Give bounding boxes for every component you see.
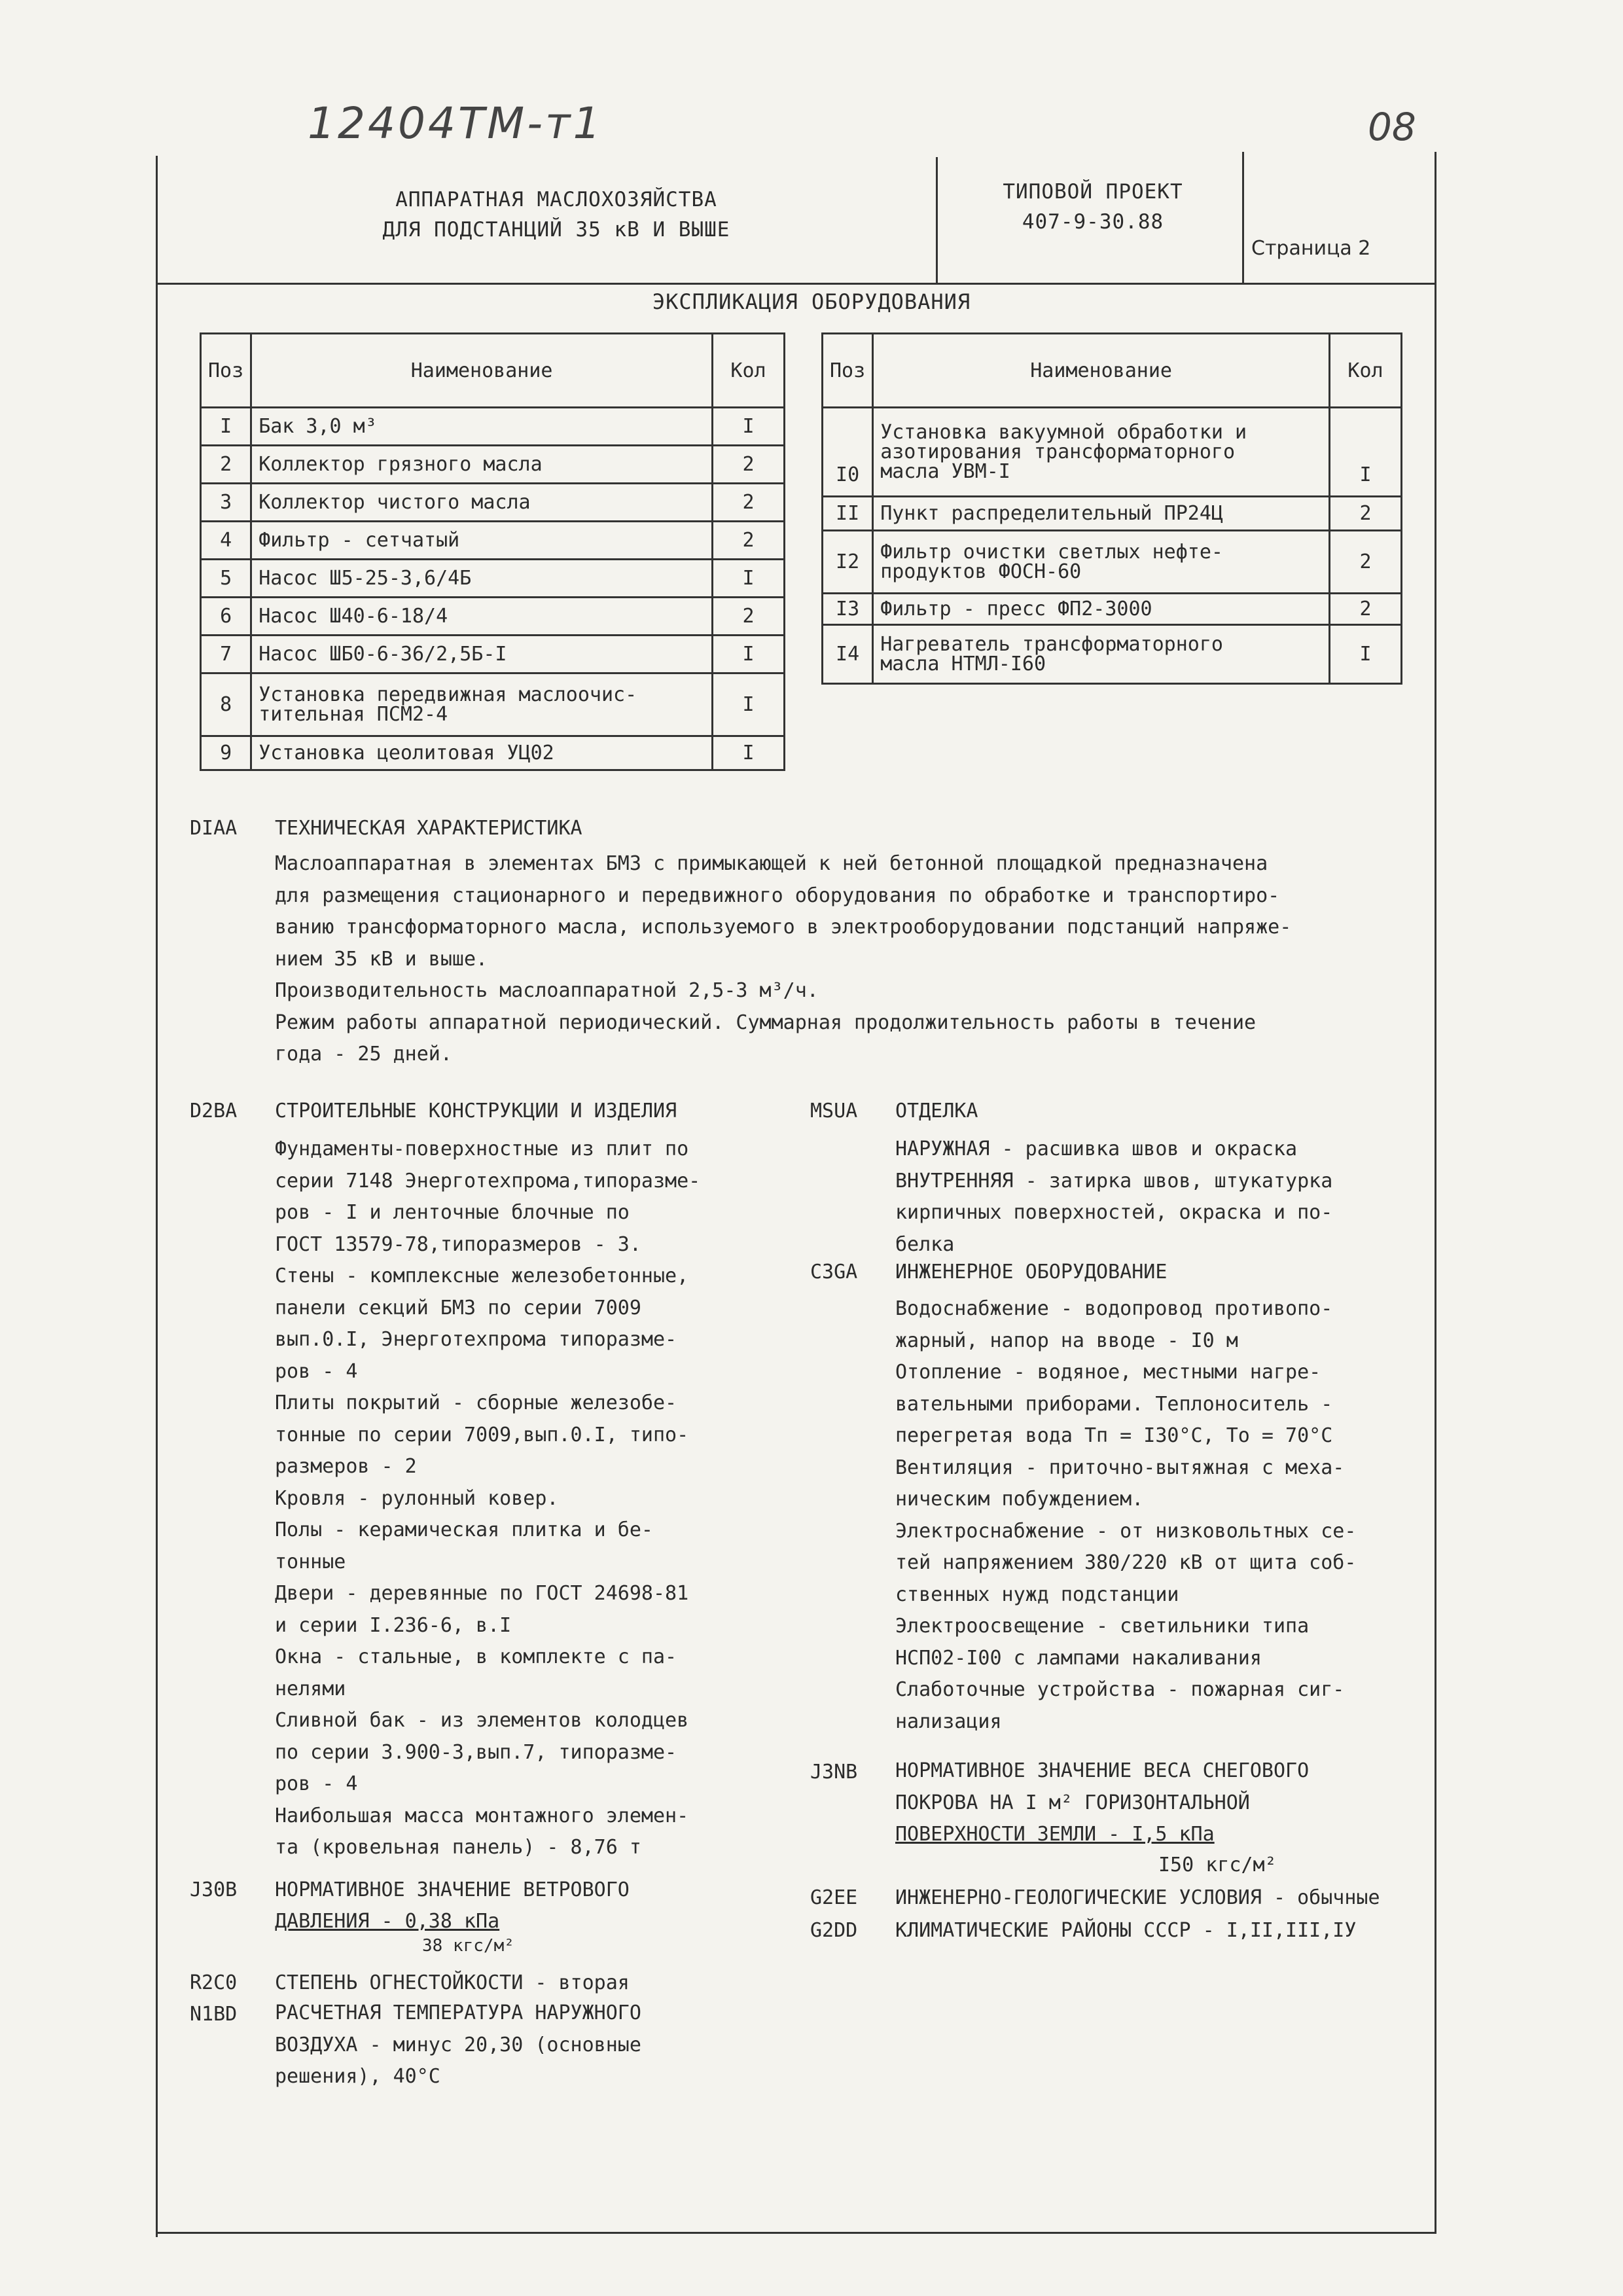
title-line-1: АППАРАТНАЯ МАСЛОХОЗЯЙСТВА [395,188,717,211]
table-row [201,560,785,598]
row-pos: I2 [823,531,873,594]
row-name [251,673,713,736]
structures-line: ров - 4 [275,1359,358,1383]
row-name: Коллектор грязного масла [251,446,713,484]
temp-text [275,1998,798,2093]
row-qty: I [713,408,785,446]
engineering-line: Слаботочные устройства - пожарная сиг- [895,1678,1345,1701]
structures-line: Фундаменты-поверхностные из плит по [275,1138,689,1160]
structures-line: Сливной бак - из элементов колодцев [275,1709,689,1732]
row-name [873,408,1330,497]
engineering-code: C3GA [810,1261,858,1283]
climate-code: G2DD [810,1919,858,1942]
table-row [201,408,785,446]
col-name-header: Наименование [251,334,713,408]
row-name: Пункт распределительный ПР24Ц [873,497,1330,531]
structures-text [275,1134,798,1864]
table-row [201,673,785,736]
climate-text: КЛИМАТИЧЕСКИЕ РАЙОНЫ СССР - I,II,III,IУ [895,1919,1357,1942]
row-name-line: Установка передвижная маслоочис- [259,683,637,706]
engineering-line: Отопление - водяное, местными нагре- [895,1361,1321,1384]
row-pos: II [823,497,873,531]
engineering-line: Вентиляция - приточно-вытяжная с меха- [895,1456,1345,1479]
structures-line: Плиты покрытий - сборные железобе- [275,1391,677,1414]
col-pos-header: Поз [201,334,251,408]
table-row [823,531,1402,594]
equipment-table-left [200,332,785,771]
row-qty: I [713,636,785,673]
structures-line: Полы - керамическая плитка и бе- [275,1518,653,1541]
engineering-line: Электроосвещение - светильники типа [895,1615,1310,1638]
row-qty: 2 [713,484,785,522]
structures-line: Стены - комплексные железобетонные, [275,1265,689,1287]
page-label: Страница 2 [1251,237,1371,260]
temp-line: ВОЗДУХА - минус 20,30 (основные [275,2033,641,2056]
structures-line: нелями [275,1677,346,1700]
row-pos: 9 [201,736,251,770]
engineering-line: Водоснабжение - водопровод противопо- [895,1297,1333,1320]
engineering-title: ИНЖЕНЕРНОЕ ОБОРУДОВАНИЕ [895,1261,1168,1283]
snow-value-kgs: I50 кгс/м² [1158,1854,1277,1876]
structures-line: размеров - 2 [275,1455,417,1478]
row-pos: 3 [201,484,251,522]
table-row [201,736,785,770]
structures-line: та (кровельная панель) - 8,76 т [275,1836,641,1859]
row-qty: I [713,560,785,598]
row-qty: I [1330,625,1402,684]
row-name-line: Фильтр очистки светлых нефте- [880,540,1223,564]
row-pos: I0 [823,408,873,497]
row-qty: I [1330,408,1402,497]
row-pos: 2 [201,446,251,484]
row-pos: I3 [823,594,873,625]
tech-code: DIAA [190,817,238,840]
table-row [201,522,785,560]
table-row [823,594,1402,625]
row-name: Фильтр - пресс ФП2-3000 [873,594,1330,625]
table-row [201,636,785,673]
geo-text: ИНЖЕНЕРНО-ГЕОЛОГИЧЕСКИЕ УСЛОВИЯ - обычные [895,1886,1380,1909]
snow-line: НОРМАТИВНОЕ ЗНАЧЕНИЕ ВЕСА СНЕГОВОГО [895,1759,1310,1782]
col-name-header: Наименование [873,334,1330,408]
row-name [873,531,1330,594]
row-name: Бак 3,0 м³ [251,408,713,446]
row-qty: 2 [1330,594,1402,625]
finishing-text [895,1134,1419,1261]
temp-line: РАСЧЕТНАЯ ТЕМПЕРАТУРА НАРУЖНОГО [275,2001,641,2024]
tech-line: года - 25 дней. [275,1043,452,1066]
row-qty: I [713,673,785,736]
engineering-line: жарный, напор на вводе - I0 м [895,1329,1238,1352]
engineering-line: ническим побуждением. [895,1488,1144,1511]
table-row [201,446,785,484]
finishing-line: кирпичных поверхностей, окраска и по- [895,1201,1333,1224]
col-qty-header: Кол [1330,334,1402,408]
structures-line: ГОСТ 13579-78,типоразмеров - 3. [275,1232,641,1256]
row-pos: 4 [201,522,251,560]
structures-line: ров - 4 [275,1772,358,1795]
table-row [201,598,785,636]
project-block [949,177,1237,237]
tech-line: Производительность маслоаппаратной 2,5-3 м³/ч. [275,979,819,1002]
engineering-line: нализация [895,1710,1002,1733]
engineering-line: перегретая вода Тп = I30°С, То = 70°С [895,1424,1333,1447]
tech-line: Режим работы аппаратной периодический. Суммарная продолжительность работы в течение [275,1011,1257,1034]
table-row [823,625,1402,684]
fire-text: СТЕПЕНЬ ОГНЕСТОЙКОСТИ - вторая [275,1971,630,1994]
engineering-line: НСП02-I00 с лампами накаливания [895,1646,1262,1670]
table-row [823,408,1402,497]
frame-right-border [1435,152,1436,2233]
tech-text [275,848,1414,1071]
row-name: Насос ШБ0-6-36/2,5Б-I [251,636,713,673]
col-qty-header: Кол [713,334,785,408]
snow-code: J3NB [810,1761,858,1784]
row-name: Насос Ш40-6-18/4 [251,598,713,636]
frame-bottom-line [157,2232,1436,2234]
col-pos-header: Поз [823,334,873,408]
wind-title: НОРМАТИВНОЕ ЗНАЧЕНИЕ ВЕТРОВОГО [275,1878,630,1901]
row-qty: 2 [1330,497,1402,531]
project-number: 407-9-30.88 [1022,210,1164,234]
table-row [201,484,785,522]
temp-line: решения), 40°С [275,2065,440,2088]
table-header-row [201,334,785,408]
row-qty: 2 [713,598,785,636]
row-name-line: масла НТМЛ-I60 [880,652,1046,675]
engineering-line: тей напряжением 380/220 кВ от щита соб- [895,1551,1357,1574]
row-pos: 7 [201,636,251,673]
fire-code: R2C0 [190,1971,238,1994]
finishing-line: белка [895,1232,955,1256]
snow-line: ПОКРОВА НА I м² ГОРИЗОНТАЛЬНОЙ [895,1791,1250,1814]
row-name: Коллектор чистого масла [251,484,713,522]
title-block-divider-2 [1242,152,1244,283]
snow-line: ПОВЕРХНОСТИ ЗЕМЛИ - I,5 кПа [895,1823,1215,1846]
row-qty: I [713,736,785,770]
structures-line: тонные по серии 7009,вып.0.I, типо- [275,1423,689,1446]
table-row [823,497,1402,531]
structures-line: панели секций БМЗ по серии 7009 [275,1296,641,1319]
row-name-line: продуктов ФОСН-60 [880,560,1082,583]
structures-code: D2BA [190,1100,238,1122]
structures-title: СТРОИТЕЛЬНЫЕ КОНСТРУКЦИИ И ИЗДЕЛИЯ [275,1100,677,1122]
row-name-line: масла УВМ-I [880,459,1010,483]
structures-line: Окна - стальные, в комплекте с па- [275,1645,677,1668]
equipment-table-right [821,332,1402,685]
title-line-2: ДЛЯ ПОДСТАНЦИЙ 35 кВ И ВЫШЕ [382,218,730,242]
row-name-line: тительная ПСМ2-4 [259,702,448,726]
finishing-title: ОТДЕЛКА [895,1100,978,1122]
structures-line: и серии I.236-6, в.I [275,1613,512,1637]
row-pos: I [201,408,251,446]
table-header-row [823,334,1402,408]
structures-line: Двери - деревянные по ГОСТ 24698-81 [275,1582,689,1605]
structures-line: тонные [275,1550,346,1573]
row-name-line: Установка вакуумной обработки и [880,420,1247,444]
engineering-line: вательными приборами. Теплоноситель - [895,1392,1333,1416]
row-pos: 5 [201,560,251,598]
frame-left-border [156,156,158,2237]
engineering-text [895,1293,1425,1738]
tech-title: ТЕХНИЧЕСКАЯ ХАРАКТЕРИСТИКА [275,817,582,840]
structures-line: ров - I и ленточные блочные по [275,1201,630,1224]
sheet-mark: 08 [1368,105,1416,149]
row-name: Насос Ш5-25-3,6/4Б [251,560,713,598]
engineering-line: ственных нужд подстанции [895,1583,1179,1606]
row-pos: 6 [201,598,251,636]
structures-line: вып.0.I, Энерготехпрома типоразме- [275,1328,677,1351]
document-code: 12404ТМ-т1 [308,98,603,149]
geo-code: G2EE [810,1886,858,1909]
tech-line: ванию трансформаторного масла, используемого в электрооборудовании подстанций напряже- [275,916,1292,939]
structures-line: Наибольшая масса монтажного элемен- [275,1804,689,1827]
tech-line: для размещения стационарного и передвижного оборудования по обработке и транспортиро- [275,884,1280,907]
structures-line: Кровля - рулонный ковер. [275,1486,559,1510]
row-qty: 2 [713,522,785,560]
title-block-name [275,185,838,245]
wind-value-kgs: 38 кгс/м² [422,1936,514,1956]
row-qty: 2 [1330,531,1402,594]
tech-line: Маслоаппаратная в элементах БМЗ с примыкающей к ней бетонной площадкой предназначена [275,852,1268,875]
structures-line: по серии 3.900-3,вып.7, типоразме- [275,1740,677,1764]
row-pos: I4 [823,625,873,684]
row-name-line: Нагреватель трансформаторного [880,632,1223,656]
row-name: Фильтр - сетчатый [251,522,713,560]
row-qty: 2 [713,446,785,484]
row-name [873,625,1330,684]
row-name: Установка цеолитовая УЦ02 [251,736,713,770]
snow-text [895,1755,1425,1851]
title-block-bottom-line [156,283,1436,285]
temp-code: N1BD [190,2003,238,2026]
finishing-line: ВНУТРЕННЯЯ - затирка швов, штукатурка [895,1169,1333,1193]
structures-line: серии 7148 Энерготехпрома,типоразме- [275,1169,701,1193]
tech-line: нием 35 кВ и выше. [275,947,488,971]
row-name-line: азотирования трансформаторного [880,440,1236,463]
row-pos: 8 [201,673,251,736]
engineering-line: Электроснабжение - от низковольтных се- [895,1519,1357,1543]
finishing-code: MSUA [810,1100,858,1122]
wind-value: ДАВЛЕНИЯ - 0,38 кПа [275,1910,500,1933]
project-label: ТИПОВОЙ ПРОЕКТ [1003,180,1183,204]
title-block-divider-1 [936,157,938,283]
wind-code: J30B [190,1878,238,1901]
finishing-line: НАРУЖНАЯ - расшивка швов и окраска [895,1138,1298,1160]
explication-title: ЭКСПЛИКАЦИЯ ОБОРУДОВАНИЯ [652,289,971,314]
